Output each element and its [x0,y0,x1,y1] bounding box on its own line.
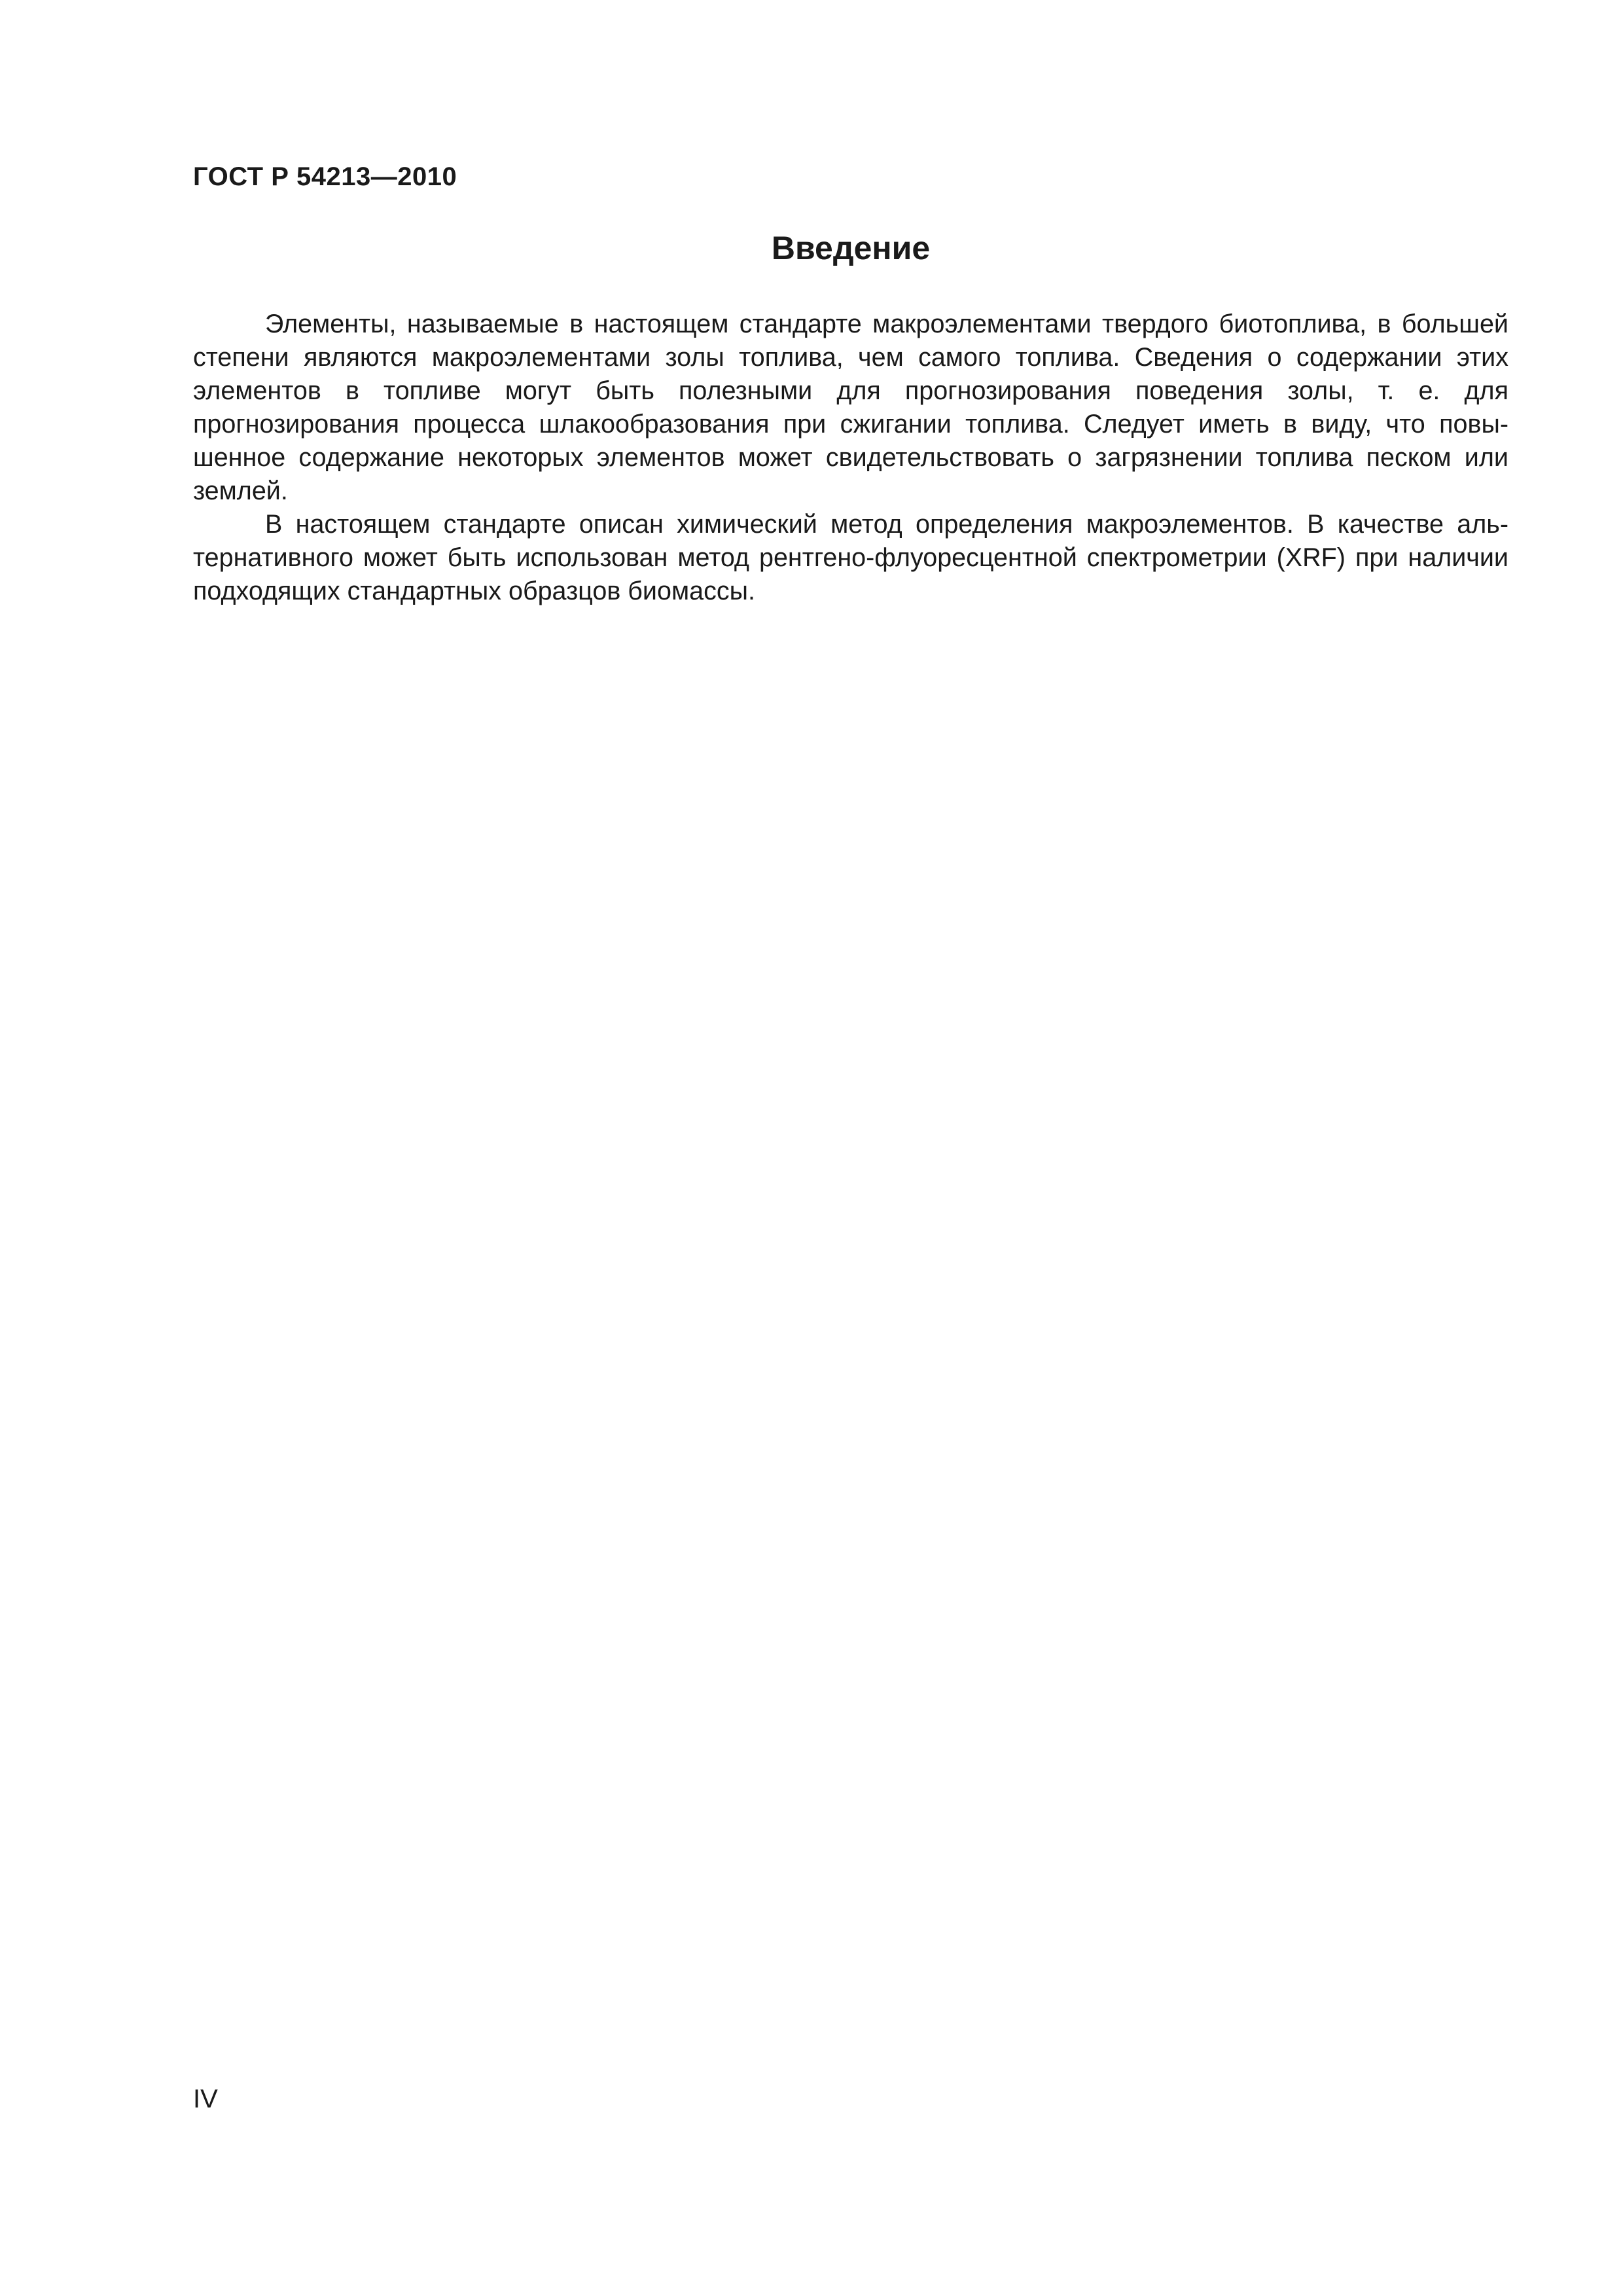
paragraph: Элементы, называемые в настоящем стандарте макроэлементами твердого биотоплива, в большей степени являются макроэлементами золы топлива, чем самого топлива. Сведения о содержании этих элементов в топливе могут быть полезными для прогнозирования поведения золы, т. е. для прогнозирования процесса шлакообразования при сжигании топлива. Следует иметь в виду, что повышенное содержание некоторых элементов может свидетельствовать о загрязнении топлива песком или землей. [193,310,1508,505]
document-header: ГОСТ Р 54213—2010 [193,162,457,191]
section-title: Введение [771,230,931,266]
paragraph: В настоящем стандарте описан химический метод определения макроэлементов. В качестве альтернативного может быть использован метод рентгено-флуоресцентной спектрометрии (XRF) при наличии подходящих стандартных образцов биомассы. [193,510,1508,605]
page-number: IV [193,2085,218,2113]
body-text [193,308,1508,608]
